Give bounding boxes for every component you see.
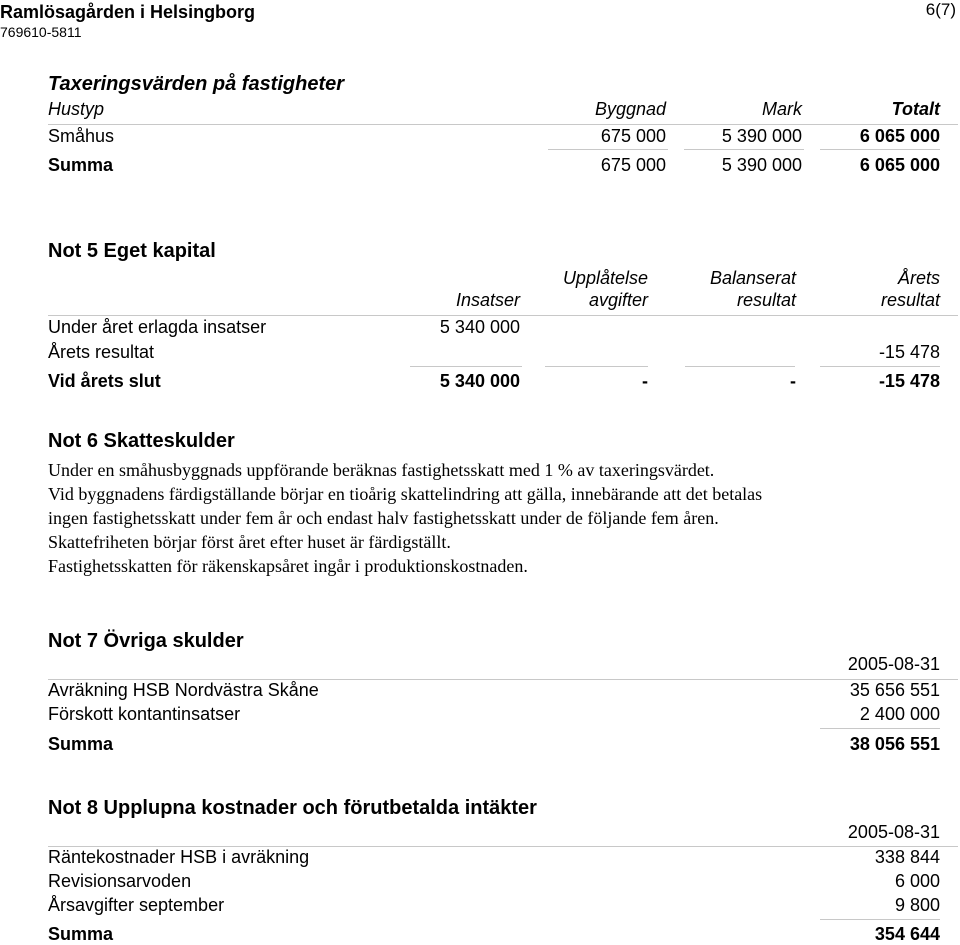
- org-name: Ramlösagården i Helsingborg: [0, 2, 256, 22]
- col-header-insatser: Insatser: [455, 290, 520, 310]
- divider: [48, 124, 958, 125]
- divider: [820, 728, 940, 729]
- insatser-value: 5 340 000: [439, 317, 520, 337]
- row-label: Förskott kontantinsatser: [48, 704, 241, 724]
- divider: [684, 149, 804, 150]
- col-header-hustyp: Hustyp: [48, 99, 105, 119]
- sum-label: Summa: [48, 155, 114, 175]
- sum-value: 38 056 551: [849, 734, 940, 754]
- col-header-totalt: Totalt: [891, 99, 940, 119]
- sum-label: Summa: [48, 924, 114, 944]
- total-insatser: 5 340 000: [439, 371, 520, 391]
- total-balanserat: -: [790, 371, 796, 391]
- land-value: 5 390 000: [721, 126, 802, 146]
- col-header-arets-1: Årets: [897, 268, 940, 288]
- sum-building: 675 000: [600, 155, 666, 175]
- total-label: Vid årets slut: [48, 371, 161, 391]
- note6-line: Fastighetsskatten för räkenskapsåret ingår i produktionskostnaden.: [48, 556, 528, 576]
- note6-title: Not 6 Skatteskulder: [48, 430, 235, 452]
- col-header-byggnad: Byggnad: [594, 99, 666, 119]
- row-value: 6 000: [894, 871, 940, 891]
- note7-title: Not 7 Övriga skulder: [48, 630, 244, 652]
- row-label: Revisionsarvoden: [48, 871, 192, 891]
- col-header-upplatelse-2: avgifter: [588, 290, 648, 310]
- row-label: Årsavgifter september: [48, 895, 225, 915]
- col-header-mark: Mark: [762, 99, 802, 119]
- row-label: Under året erlagda insatser: [48, 317, 267, 337]
- row-value: 35 656 551: [849, 680, 940, 700]
- sum-total: 6 065 000: [859, 155, 940, 175]
- divider: [48, 315, 958, 316]
- divider: [685, 366, 795, 367]
- divider: [820, 919, 940, 920]
- row-label: Småhus: [48, 126, 115, 146]
- col-header-balanserat-2: resultat: [736, 290, 796, 310]
- row-value: 2 400 000: [859, 704, 940, 724]
- sum-label: Summa: [48, 734, 114, 754]
- total-value: 6 065 000: [859, 126, 940, 146]
- building-value: 675 000: [600, 126, 666, 146]
- page-number: 6(7): [925, 0, 956, 19]
- note8-date: 2005-08-31: [847, 822, 940, 842]
- note8-title: Not 8 Upplupna kostnader och förutbetalda intäkter: [48, 797, 537, 819]
- org-number: 769610-5811: [0, 24, 82, 40]
- total-upplatelse: -: [642, 371, 648, 391]
- divider: [548, 149, 668, 150]
- note6-line: Under en småhusbyggnads uppförande beräknas fastighetsskatt med 1 % av taxeringsvärdet.: [48, 460, 715, 480]
- sum-land: 5 390 000: [721, 155, 802, 175]
- col-header-upplatelse-1: Upplåtelse: [562, 268, 648, 288]
- note6-line: Vid byggnadens färdigställande börjar en tioårig skattelindring att gälla, innebärande att det betalas: [48, 484, 763, 504]
- note5-title: Not 5 Eget kapital: [48, 240, 216, 262]
- sum-value: 354 644: [874, 924, 940, 944]
- tax-values-title: Taxeringsvärden på fastigheter: [48, 73, 345, 95]
- divider: [820, 149, 940, 150]
- note7-date: 2005-08-31: [847, 654, 940, 674]
- row-label: Avräkning HSB Nordvästra Skåne: [48, 680, 319, 700]
- total-arets: -15 478: [878, 371, 940, 391]
- row-label: Räntekostnader HSB i avräkning: [48, 847, 310, 867]
- row-value: 9 800: [894, 895, 940, 915]
- col-header-arets-2: resultat: [880, 290, 940, 310]
- row-label: Årets resultat: [48, 342, 155, 362]
- divider: [545, 366, 648, 367]
- note6-line: ingen fastighetsskatt under fem år och endast halv fastighetsskatt under de följande fem åren.: [48, 508, 719, 528]
- row-value: 338 844: [874, 847, 940, 867]
- note6-line: Skattefriheten börjar först året efter huset är färdigställt.: [48, 532, 451, 552]
- divider: [410, 366, 522, 367]
- divider: [820, 366, 940, 367]
- col-header-balanserat-1: Balanserat: [709, 268, 796, 288]
- arets-value: -15 478: [878, 342, 940, 362]
